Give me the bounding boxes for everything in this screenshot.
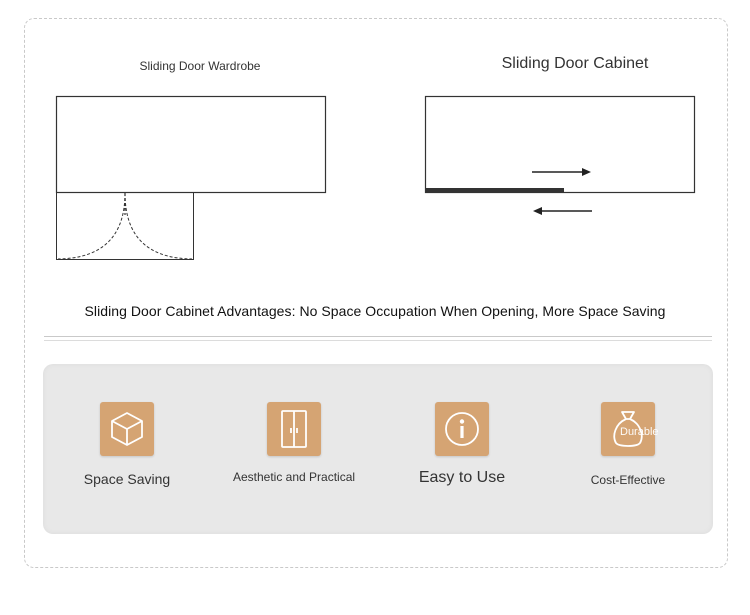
slide-left-arrow [533,207,592,215]
feature-label: Aesthetic and Practical [232,470,356,484]
advantages-headline: Sliding Door Cabinet Advantages: No Space Occupation When Opening, More Space Saving [84,303,666,319]
feature-space-saving [42,402,212,487]
wardrobe-icon [267,402,321,456]
cabinet-title: Sliding Door Cabinet [501,55,649,72]
info-icon [435,402,489,456]
feature-easy-to-use [377,402,547,487]
sliding-door-panel [426,188,564,192]
tile-overlay-text: Durable [620,426,659,438]
feature-label: Easy to Use [418,469,506,486]
cube-icon [100,402,154,456]
divider [44,336,712,337]
wardrobe-title: Sliding Door Wardrobe [139,59,261,73]
money-bag-icon [601,402,659,456]
slide-right-arrow [532,168,591,176]
feature-aesthetic-practical [209,402,379,484]
cabinet-body [426,97,695,193]
feature-label: Cost-Effective [590,473,666,487]
feature-cost-effective [543,402,713,487]
divider [44,340,712,341]
feature-label: Space Saving [83,471,171,487]
